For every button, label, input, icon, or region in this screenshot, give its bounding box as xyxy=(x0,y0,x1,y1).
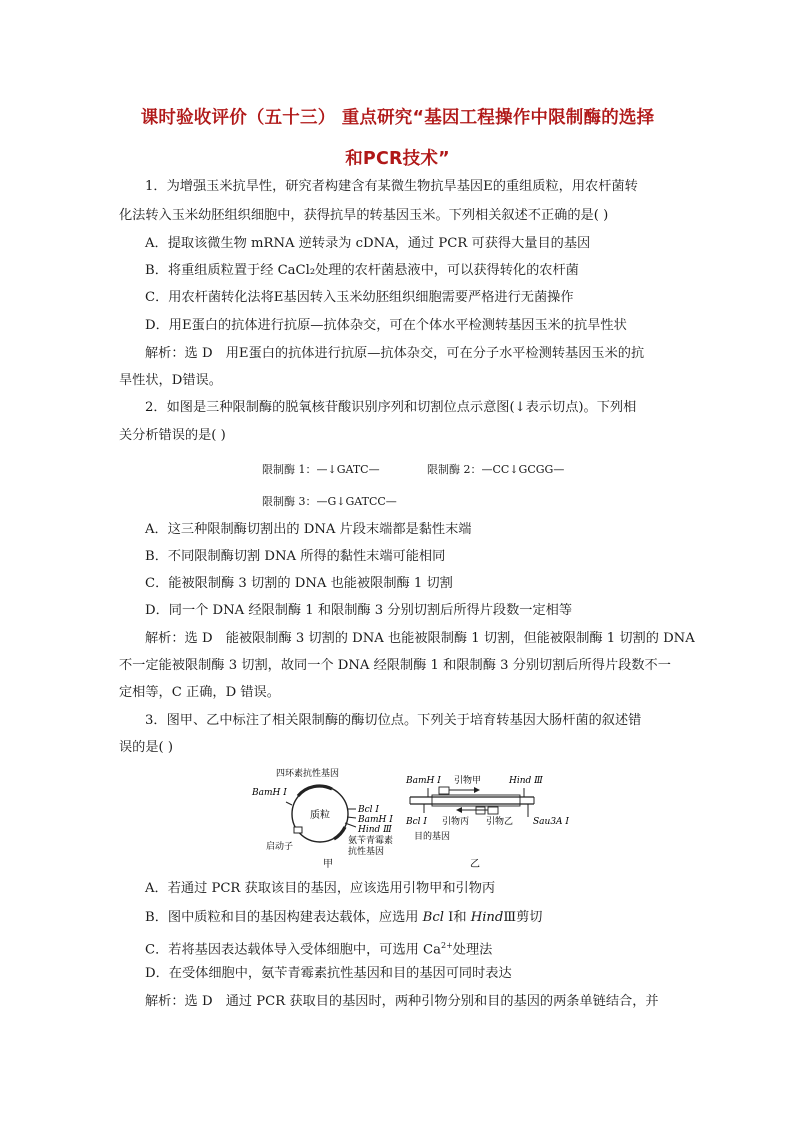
q1-answer-cont: 旱性状，D错误。 xyxy=(119,373,222,388)
bamhi-2-label: BamH Ⅰ xyxy=(358,815,393,825)
q1-stem: 1．为增强玉米抗旱性，研究者构建含有某微生物抗旱基因E的重组质粒，用农杆菌转 xyxy=(145,179,638,194)
q2-stem-cont: 关分析错误的是( ) xyxy=(119,428,226,443)
bcli-label: Bcl Ⅰ xyxy=(358,805,379,815)
q3-answer: 解析：选 D 通过 PCR 获取目的基因时，两种引物分别和目的基因的两条单链结合，并 xyxy=(145,994,659,1009)
q1-option-c: C．用农杆菌转化法将E基因转入玉米幼胚组织细胞需要严格进行无菌操作 xyxy=(145,290,574,305)
primer-yi-box xyxy=(488,807,498,814)
promoter-box xyxy=(294,827,302,833)
amp-gene-label: 氨苄青霉素 xyxy=(348,836,394,846)
page-title: 课时验收评价（五十三） 重点研究“基因工程操作中限制酶的选择 xyxy=(140,108,655,128)
enzyme-2-sequence: 限制酶 2：—CC↓GCGG— xyxy=(427,463,565,476)
q1-option-a: A．提取该微生物 mRNA 逆转录为 cDNA，通过 PCR 可获得大量目的基因 xyxy=(145,236,591,251)
hindiii-label: Hind Ⅲ xyxy=(358,825,392,835)
primer-jia-box xyxy=(439,787,449,794)
q3-stem-cont: 误的是( ) xyxy=(119,740,174,755)
tet-gene-arc xyxy=(298,786,332,796)
primer-jia-label: 引物甲 xyxy=(454,776,482,786)
enzyme-1-sequence: 限制酶 1：—↓GATC— xyxy=(262,463,380,476)
amp-gene-arc xyxy=(334,827,345,839)
q3-option-b: B．图中质粒和目的基因构建表达载体，应选用 Bcl Ⅰ和 HindⅢ剪切 xyxy=(145,910,543,925)
hindiii-label-yi: Hind Ⅲ xyxy=(509,776,543,786)
q1-answer: 解析：选 D 用E蛋白的抗体进行抗原—抗体杂交，可在分子水平检测转基因玉米的抗 xyxy=(145,346,645,361)
promoter-label: 启动子 xyxy=(266,842,294,852)
bamhi-label-yi: BamH Ⅰ xyxy=(406,776,441,786)
q1-option-d: D．用E蛋白的抗体进行抗原—抗体杂交，可在个体水平检测转基因玉米的抗旱性状 xyxy=(145,318,627,333)
bamhi-label: BamH Ⅰ xyxy=(252,788,287,798)
figure-jia-caption: 甲 xyxy=(323,859,333,870)
q2-answer-cont2: 定相等，C 正确，D 错误。 xyxy=(119,685,280,700)
hindiii-site-mark xyxy=(345,823,356,827)
target-gene-label: 目的基因 xyxy=(414,832,451,842)
tet-gene-label: 四环素抗性基因 xyxy=(276,769,340,779)
amp-gene-label-cont: 抗性基因 xyxy=(348,847,385,857)
primer-bing-label: 引物丙 xyxy=(442,817,470,827)
figure-yi-caption: 乙 xyxy=(470,859,480,870)
primer-yi-label: 引物乙 xyxy=(486,817,514,827)
q2-option-d: D．同一个 DNA 经限制酶 1 和限制酶 3 分别切割后所得片段数一定相等 xyxy=(145,603,573,618)
q2-option-c: C．能被限制酶 3 切割的 DNA 也能被限制酶 1 切割 xyxy=(145,576,453,591)
q2-answer: 解析：选 D 能被限制酶 3 切割的 DNA 也能被限制酶 1 切割，但能被限制酶 1 切割的 DNA xyxy=(145,631,695,646)
figure-target-gene xyxy=(404,771,579,871)
q3-option-c: C．若将基因表达载体导入受体细胞中，可选用 $Ca^{2+}$处理法 xyxy=(145,941,493,958)
page-title-line2: 和PCR技术” xyxy=(345,149,450,169)
q2-answer-cont: 不一定能被限制酶 3 切割，故同一个 DNA 经限制酶 1 和限制酶 3 分别切割后所得片段数不一 xyxy=(119,658,671,673)
q2-option-a: A．这三种限制酶切割出的 DNA 片段末端都是黏性末端 xyxy=(145,522,472,537)
q1-stem-cont: 化法转入玉米幼胚组织细胞中，获得抗旱的转基因玉米。下列相关叙述不正确的是( ) xyxy=(119,208,609,223)
primer-bing-box xyxy=(476,807,485,814)
q3-option-d: D．在受体细胞中，氨苄青霉素抗性基因和目的基因可同时表达 xyxy=(145,966,512,981)
q3-stem: 3．图甲、乙中标注了相关限制酶的酶切位点。下列关于培育转基因大肠杆菌的叙述错 xyxy=(145,713,642,728)
bamhi-site-mark xyxy=(286,802,292,805)
q2-option-b: B．不同限制酶切割 DNA 所得的黏性末端可能相同 xyxy=(145,549,446,564)
q2-stem: 2．如图是三种限制酶的脱氧核苷酸识别序列和切割位点示意图(↓表示切点)。下列相 xyxy=(145,400,637,415)
q1-option-b: B．将重组质粒置于经 CaCl₂处理的农杆菌悬液中，可以获得转化的农杆菌 xyxy=(145,263,579,278)
enzyme-3-sequence: 限制酶 3：—G↓GATCC— xyxy=(262,495,397,508)
plasmid-label: 质粒 xyxy=(310,810,330,821)
q3-option-a: A．若通过 PCR 获取该目的基因，应该选用引物甲和引物丙 xyxy=(145,881,496,896)
figure-plasmid xyxy=(250,765,400,871)
bcli-label-yi: Bcl Ⅰ xyxy=(406,817,427,827)
sau3ai-label: Sau3A Ⅰ xyxy=(533,817,569,827)
